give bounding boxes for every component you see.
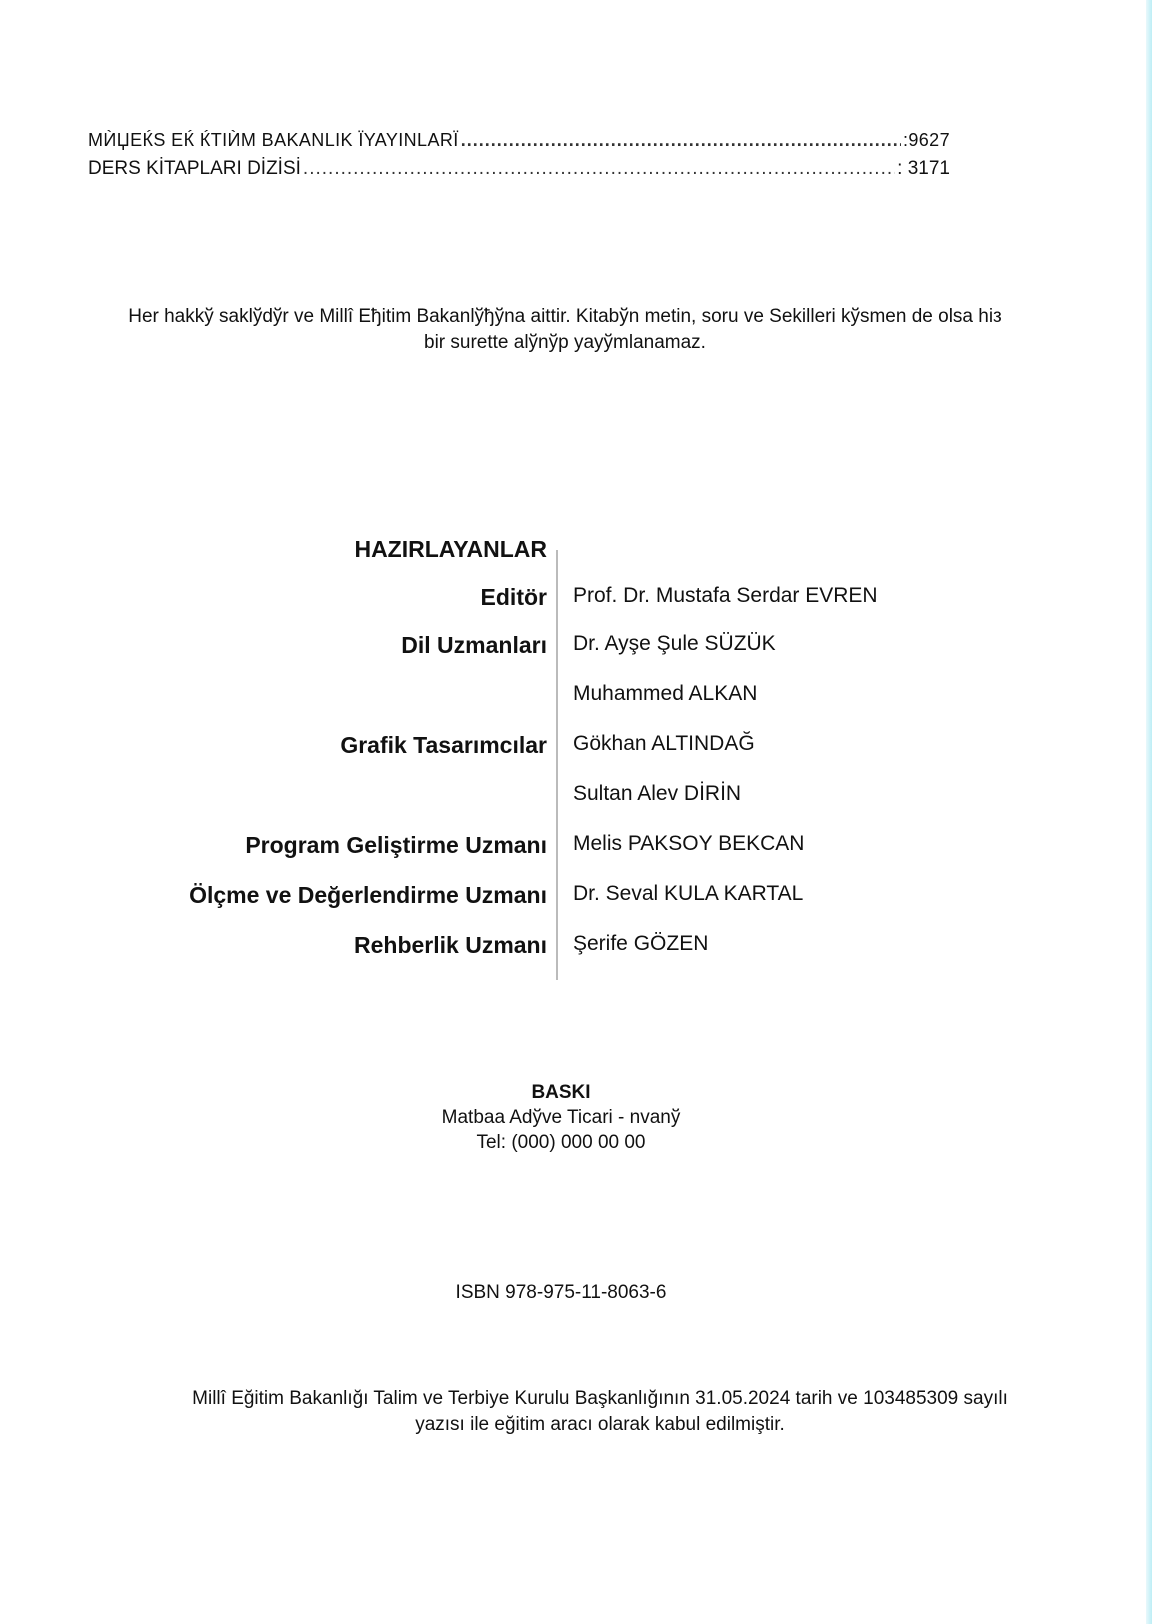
credit-row	[0, 782, 1152, 822]
credit-person: Sultan Alev DİRİN	[573, 782, 742, 805]
credit-row	[0, 632, 1152, 672]
credit-person: Melis PAKSOY BEKCAN	[573, 832, 805, 855]
credit-row	[0, 832, 1152, 872]
series-number: : 3171	[897, 158, 950, 179]
credit-role: Ölçme ve Değerlendirme Uzmanı	[189, 882, 547, 908]
credit-person: Dr. Seval KULA KARTAL	[573, 882, 804, 905]
print-heading: BASKI	[531, 1082, 591, 1103]
credit-person: Gökhan ALTINDAĞ	[573, 732, 755, 755]
credit-role: Program Geliştirme Uzmanı	[245, 832, 547, 858]
series-line-publications	[88, 130, 950, 151]
print-info	[0, 1080, 1122, 1155]
credit-row	[0, 732, 1152, 772]
isbn-number: ISBN 978-975-11-8063-6	[455, 1282, 667, 1303]
credit-person: Dr. Ayşe Şule SÜZÜK	[573, 632, 776, 655]
dot-leader	[303, 158, 895, 180]
copyright-notice	[80, 304, 1050, 356]
print-phone: Tel: (000) 000 00 00	[476, 1132, 646, 1153]
credits-heading: HAZIRLAYANLAR	[354, 536, 547, 562]
series-line-textbooks	[88, 158, 950, 180]
series-number: :9627	[902, 130, 950, 150]
credit-role: Rehberlik Uzmanı	[354, 932, 547, 958]
copyright-line: Her hakkў saklўdўr ve Millî Еђitim Bakanlўђўna aittir. Kitabўn metin, soru ve Ѕekilleri kўsmen de olsa hiз	[128, 306, 1002, 327]
credit-person: Prof. Dr. Mustafa Serdar EVREN	[573, 584, 878, 607]
dot-leader	[461, 130, 901, 151]
approval-notice	[100, 1386, 1100, 1438]
series-label: DERS KİTAPLARI DİZİSİ	[88, 158, 301, 179]
credit-row	[0, 882, 1152, 922]
credits-heading-row	[0, 536, 1152, 576]
approval-line: yazısı ile eğitim aracı olarak kabul edilmiştir.	[415, 1414, 785, 1435]
credit-row	[0, 682, 1152, 722]
credit-person: Muhammed ALKAN	[573, 682, 758, 705]
credit-role: Grafik Tasarımcılar	[340, 732, 547, 758]
credit-person: Şerife GÖZEN	[573, 932, 709, 955]
print-company: Matbaa Adўve Ticari - nvanў	[441, 1107, 681, 1128]
credit-role: Editör	[480, 584, 547, 610]
series-label: MЍЏЕЌЅ ЕЌ ЌТІЍМ BAKANLIK ЇYAYINLARЇ	[88, 130, 459, 150]
credit-row	[0, 932, 1152, 972]
approval-line: Millî Eğitim Bakanlığı Talim ve Terbiye Kurulu Başkanlığının 31.05.2024 tarih ve 103485309 sayılı	[192, 1388, 1008, 1409]
copyright-line: bir surette alўnўp yayўmlanamaz.	[424, 332, 706, 353]
credit-row	[0, 584, 1152, 624]
credit-role: Dil Uzmanları	[401, 632, 547, 658]
